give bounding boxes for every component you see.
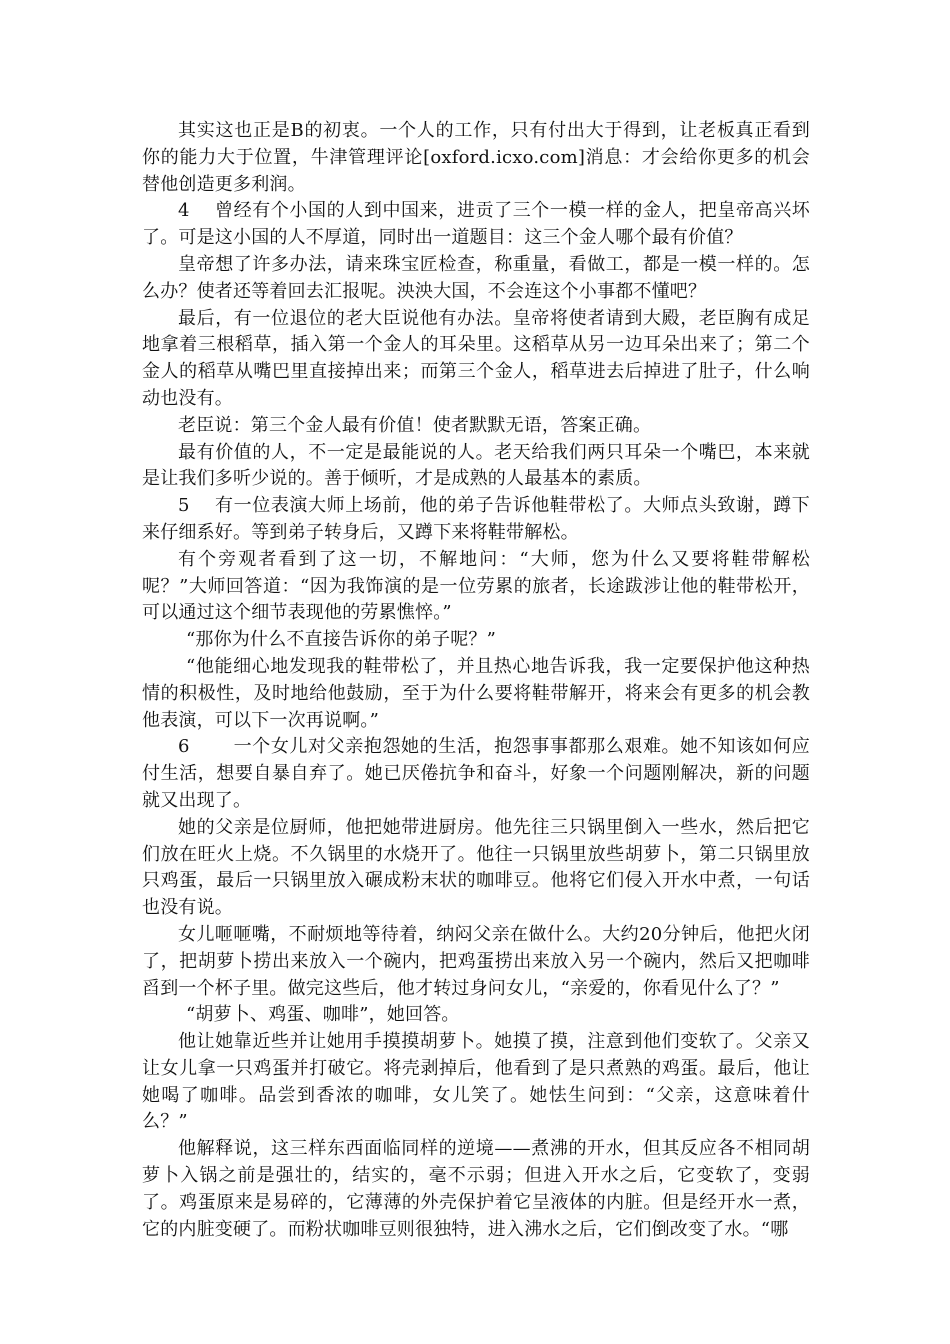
paragraph-daughter-waits: 女儿咂咂嘴，不耐烦地等待着，纳闷父亲在做什么。大约20分钟后，他把火闭了，把胡萝卜捞出来放入一个碗内，把鸡蛋捞出来放入另一个碗内，然后又把咖啡舀到一个杯子里。做完这些后，他才转过身问女儿，“亲爱的，你看见什么了？” [142, 923, 810, 999]
paragraph-story-5-intro: 5 有一位表演大师上场前，他的弟子告诉他鞋带松了。大师点头致谢，蹲下来仔细系好。等到弟子转身后，又蹲下来将鞋带解松。 [142, 495, 810, 543]
paragraph-bystander-question: 有个旁观者看到了这一切，不解地问：“大师，您为什么又要将鞋带解松呢？”大师回答道：“因为我饰演的是一位劳累的旅者，长途跋涉让他的鞋带松开，可以通过这个细节表现他的劳累憔悴。” [142, 548, 810, 624]
paragraph-listening-moral: 最有价值的人，不一定是最能说的人。老天给我们两只耳朵一个嘴巴，本来就是让我们多听少说的。善于倾听，才是成熟的人最基本的素质。 [142, 441, 810, 490]
paragraph-b-intention: 其实这也正是B的初衷。一个人的工作，只有付出大于得到，让老板真正看到你的能力大于位置，牛津管理评论[oxford.icxo.com]消息：才会给你更多的机会替他创造更多利润。 [142, 120, 810, 195]
paragraph-story-6-intro: 6 一个女儿对父亲抱怨她的生活，抱怨事事都那么艰难。她不知该如何应付生活，想要自暴自弃了。她已厌倦抗争和奋斗，好象一个问题刚解决，新的问题就又出现了。 [142, 736, 810, 811]
paragraph-touch-and-taste: 他让她靠近些并让她用手摸摸胡萝卜。她摸了摸，注意到他们变软了。父亲又让女儿拿一只鸡蛋并打破它。将壳剥掉后，他看到了是只煮熟的鸡蛋。最后，他让她喝了咖啡。品尝到香浓的咖啡，女儿笑了。她怯生问到：“父亲，这意味着什么？” [142, 1031, 810, 1133]
paragraph-emperor-tests: 皇帝想了许多办法，请来珠宝匠检查，称重量，看做工，都是一模一样的。怎么办？使者还等着回去汇报呢。泱泱大国，不会连这个小事都不懂吧？ [142, 253, 810, 302]
paragraph-father-explains: 他解释说，这三样东西面临同样的逆境——煮沸的开水，但其反应各不相同胡萝卜入锅之前是强壮的，结实的，毫不示弱；但进入开水之后，它变软了，变弱了。鸡蛋原来是易碎的，它薄薄的外壳保护着它呈液体的内脏。但是经开水一煮，它的内脏变硬了。而粉状咖啡豆则很独特，进入沸水之后，它们倒改变了水。“哪 [142, 1138, 810, 1240]
paragraph-master-answer: “他能细心地发现我的鞋带松了，并且热心地告诉我，我一定要保护他这种热情的积极性，及时地给他鼓励，至于为什么要将鞋带解开，将来会有更多的机会教他表演，可以下一次再说啊。” [142, 655, 810, 731]
document-page [142, 118, 810, 1243]
paragraph-daughter-answer: “胡萝卜、鸡蛋、咖啡”，她回答。 [186, 1004, 460, 1026]
paragraph-old-minister-straw: 最后，有一位退位的老大臣说他有办法。皇帝将使者请到大殿，老臣胸有成足地拿着三根稻草，插入第一个金人的耳朵里。这稻草从另一边耳朵出来了；第二个金人的稻草从嘴巴里直接掉出来；而第三个金人，稻草进去后掉进了肚子，什么响动也没有。 [142, 307, 810, 409]
paragraph-story-4-intro: 4 曾经有个小国的人到中国来，进贡了三个一模一样的金人，把皇帝高兴坏了。可是这小国的人不厚道，同时出一道题目：这三个金人哪个最有价值？ [142, 200, 810, 249]
paragraph-why-not-tell: “那你为什么不直接告诉你的弟子呢？” [186, 629, 497, 651]
paragraph-father-kitchen: 她的父亲是位厨师，他把她带进厨房。他先往三只锅里倒入一些水，然后把它们放在旺火上烧。不久锅里的水烧开了。他往一只锅里放些胡萝卜，第二只锅里放只鸡蛋，最后一只锅里放入碾成粉末状的咖啡豆。他将它们侵入开水中煮，一句话也没有说。 [142, 816, 810, 919]
paragraph-third-statue-answer: 老臣说：第三个金人最有价值！使者默默无语，答案正确。 [178, 414, 652, 436]
